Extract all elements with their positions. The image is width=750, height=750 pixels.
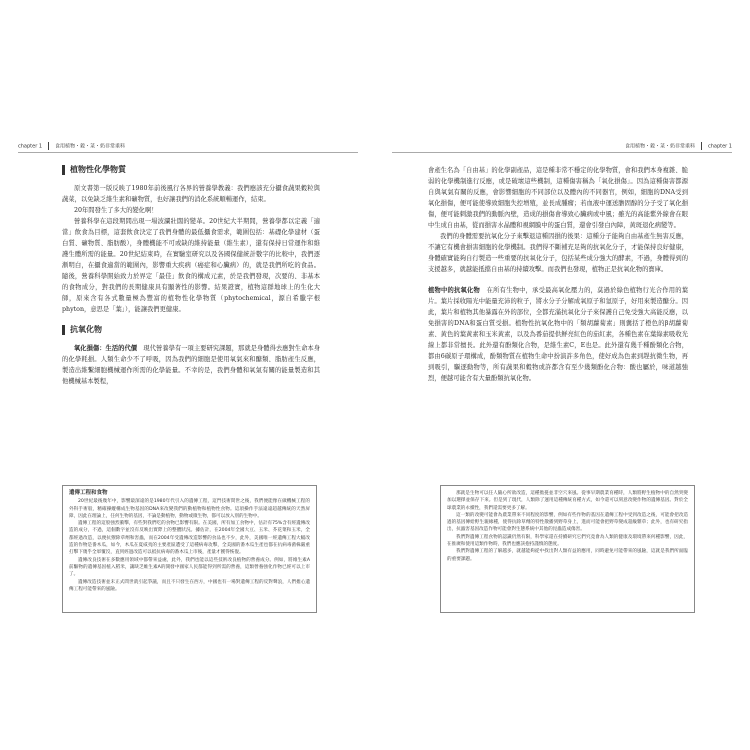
paragraph [62,343,320,387]
sidebar-title: 遺傳工程和食物 [69,490,108,496]
paragraph-lead: 氧化損傷：生活的代價 [74,345,138,352]
header-divider [701,142,702,150]
right-page-header [625,142,732,150]
section-title-antioxidants: 抗氧化物 [62,325,320,335]
right-chapter-label: chapter 1 [707,143,732,150]
paragraph-body: 現代營養學有一項主要研究課題，那就是身體得去應對生命本身的化學耗損。人類生命少不了呼吸，因為我們的細胞是使用氧氣來和醣類、脂肪產生反應，製造出維繫細胞機械運作所需的化學能量。不幸的是，我們身體和氧氣有關的能量製造和其他機械基本製程， [62,345,321,385]
sidebar-paragraph: 遺傳改良技術在多數應用領域中都帶來益處，此外，我們也能以這些技術改良植物的營養成分。例如，將維生素A前驅物的遺傳基因植入稻米，讓缺乏維生素A的開發中國家人民都能得到所需的營養，這類營養強化作物已經可以上市了。 [69,557,310,578]
sidebar-paragraph: 這一類的改變可能會為農業帶來不同程度的影響，例如有些作物的基因在遺傳工程中受到改造之後，可能會把改造過的基因傳給野生親緣種，使得抗除草劑的特性散播到野草身上，進而可能會把野草變成超級雜草；此外，也有研究指出，抗蟲害基因改造作物可能會對生態系統中其他的昆蟲造成傷害。 [447,512,688,533]
left-running-title: 食用植物・穀・菜・奶非常重料 [55,143,126,150]
paragraph-body: 在所有生物中，承受最高氧化壓力的，莫過於綠色植物行光合作用的葉片。葉片採收陽光中能量充沛的粒子，將水分子分解成氧原子和氫原子，好用來製造醣分。因此，葉片和植物其他暴露在外的部位，全都充滿抗氧化分子來保護自己免受強大高能反應，以免損害的DNA和蛋白質受損。植物性抗氧化物中的「類胡蘿蔔素」則囊括了橙色的β胡蘿蔔素、黃色的葉黃素和玉米黃素，以及為番茄提供鮮亮紅色的茄紅素，各種色素在葉綠素吸收光線上都非常擅長。此外還有酚類化合物，是維生素C，E也是。此外還有幾千種酚類化合物，都由6碳原子環構成，酚類物質在植物生命中扮演許多角色，使好成為色素到趕抗微生物，再到吸引，驅逐動物等，所有蔬果和穀物或許都含有至少幾類酚化合物：酸也屬於，味道越強烈，便越可能含有大量酚類抗氧化物。 [428,287,689,382]
paragraph [428,285,688,384]
section-title-phytochemicals: 植物性化學物質 [62,165,320,175]
right-running-title: 食用植物・穀・菜・奶非常重料 [624,143,695,150]
paragraph: 原文書第一版反映了1980年前後風行各界的營養學教義：我們應該充分攝食蔬果穀粒與蔬菜，以免缺乏維生素和礦物質，也好讓我們的消化系統順暢運作，結束。 [62,185,320,203]
sidebar-paragraph: 遺傳改造技術並未正式問世就引起爭議，而且不只發生在西方，中國也有一場對遺傳工程的反對聲浪，人們擔心遺傳工程可能帶來的風險。 [69,579,310,592]
paragraph: 營養科學在這段期間出現一場波瀾壯闊的變革。20世紀大半期間，營養學都以定義「適當」飲食為目標，這套飲食決定了我們身體的最低攝食需求，範圍包括：基礎化學建材（蛋白質、礦物質、脂肪酸），身體機能不可或缺的維持能量（維生素），還有保持日常運作和維護生體所需的能量。20世紀結束時，在實驗室研究以及各國保健統計數字的比較中，我們逐漸明白，在攝食適當的範圍內，影響重大疾病（癌症和心臟病）的，就是我們所吃的食品。隨後，營養科學開始致力於界定「最佳」飲食的構成元素，於是我們發現，次要的、非基本的食物成分，對我們的長期健康具有顯著性的影響。結果證實，植物這群地球上的生化大師，原來含有各式數量極為豐富的植物性化學物質（phytochemical，源自希臘字根phyton，意思是「葉」），能讓我們更健康。 [62,218,320,313]
left-chapter-label: chapter 1 [18,143,43,150]
header-divider [48,142,49,150]
paragraph: 會產生名為「自由基」的化學副產品，這是種非常不穩定的化學物質，會和我們本身複雜、脆弱的化學機制進行反應，或是破壞這些機制，這種傷害稱為「氧化損傷」。因為這種傷害都源自與氧氣有關的反應，會影響細胞的不同部位以及體內的不同器官，例如，細胞的DNA受到氧化損傷，便可能使導致細胞失控增殖，並長成腫瘤；若血液中運送膽固醇的分子受了氧化損傷，便可能刺激我們的動脈內壁，造成的損傷會導致心臟病或中風；雖光的高能紫外線會在眼中生成自由基，從而損害水晶體和視網膜中的蛋白質，還會引發白內障，黃斑退化病變等。 [428,167,688,229]
sidebar-box-continued [440,485,695,613]
right-header-rule [392,152,732,153]
left-page-header [18,142,125,150]
sidebar-paragraph: 我們對遺傳工程食物的認識仍然有限，科學家還在持續研究它們究竟會為人類的健康及環境帶來何種影響，因此，在推廣和使用這類作物時，我們也應該抱持謹慎的態度。 [447,534,688,548]
paragraph-lead: 植物中的抗氧化物 [428,287,481,294]
right-text-column [428,165,688,384]
sidebar-paragraph: 遺傳工程的這股強烈衝擊，有些對我們吃的食物已影響有限。在美國，所有加工食物中，估計有75%含有經遺傳改造的成分，不過，這個數字並沒有反映出實際上的整體狀況。據估計，在2004年全國大豆、玉米、芥花菜和玉米，全都經過改造，以便抗禦除草劑和害蟲，而在2004年受遺傳改造影響的食品也不少，此外，美國唯一經遺傳工程大幅改造的作物是番木瓜，如今，木瓜在夏威夷的主要產區遭受了這種病毒攻擊，全美國的番木瓜生產也都在抗病毒菌株嚴重打擊下幾乎全軍覆沒，直到經過改造可以抵抗病毒的番木瓜上市後，產量才獲得恢復。 [69,521,310,556]
sidebar-paragraph: 那就是生物可以任人隨心所欲改造，這種擔憂並非空穴來風。從事早期農業育種時，人類將野生植物中的自然突變加以選擇並保存下來。但是到了現代，人類除了運用這種傳統育種方式，如今還可以刻意改變作物的遺傳基因。對於全球農業的永續性，我們還需要更多了解。 [447,491,688,511]
sidebar-paragraph: 20世紀最後幾年中，影響最深遠的是1980年代引入的遺傳工程，這門技術問世之後，我們便能像在做機械工程的外科手術般，精確操縱構成生物基因的DNA來改變我們的動植物和植物性食物。這項操作手法遠遠超越傳統的天然屏障，因此在理論上，任何生物的基因，不論是動植物，動物或微生物，都可以放入別的生物中。 [69,499,310,519]
left-text-column [62,165,320,387]
sidebar-paragraph: 我們對遺傳工程的了解越多，就越能夠從中找出對人類有益的應用，同時避免可能帶來的風險，這就是我們所面臨的重要課題。 [447,549,688,562]
paragraph: 我們的身體需要抗氧化分子來擊退這種因損的後果：這種分子能夠自由基產生無害反應，不讓它有機會損害細胞的化學機制。我們得不斷補充足夠的抗氧化分子，才能保持良好健康，身體確實能夠自行製造一些重要的抗氧化分子，包括某些成分強大的酵素，不過，身體得到的支援越多，就越能抵擋自由基的持續攻擊。而我們也發現，植物正是抗氧化物的寶庫。 [428,233,688,273]
left-header-rule [18,152,358,153]
sidebar-box-genetic-engineering [62,485,317,613]
paragraph: 20年間發生了多大的變化啊！ [74,207,158,214]
